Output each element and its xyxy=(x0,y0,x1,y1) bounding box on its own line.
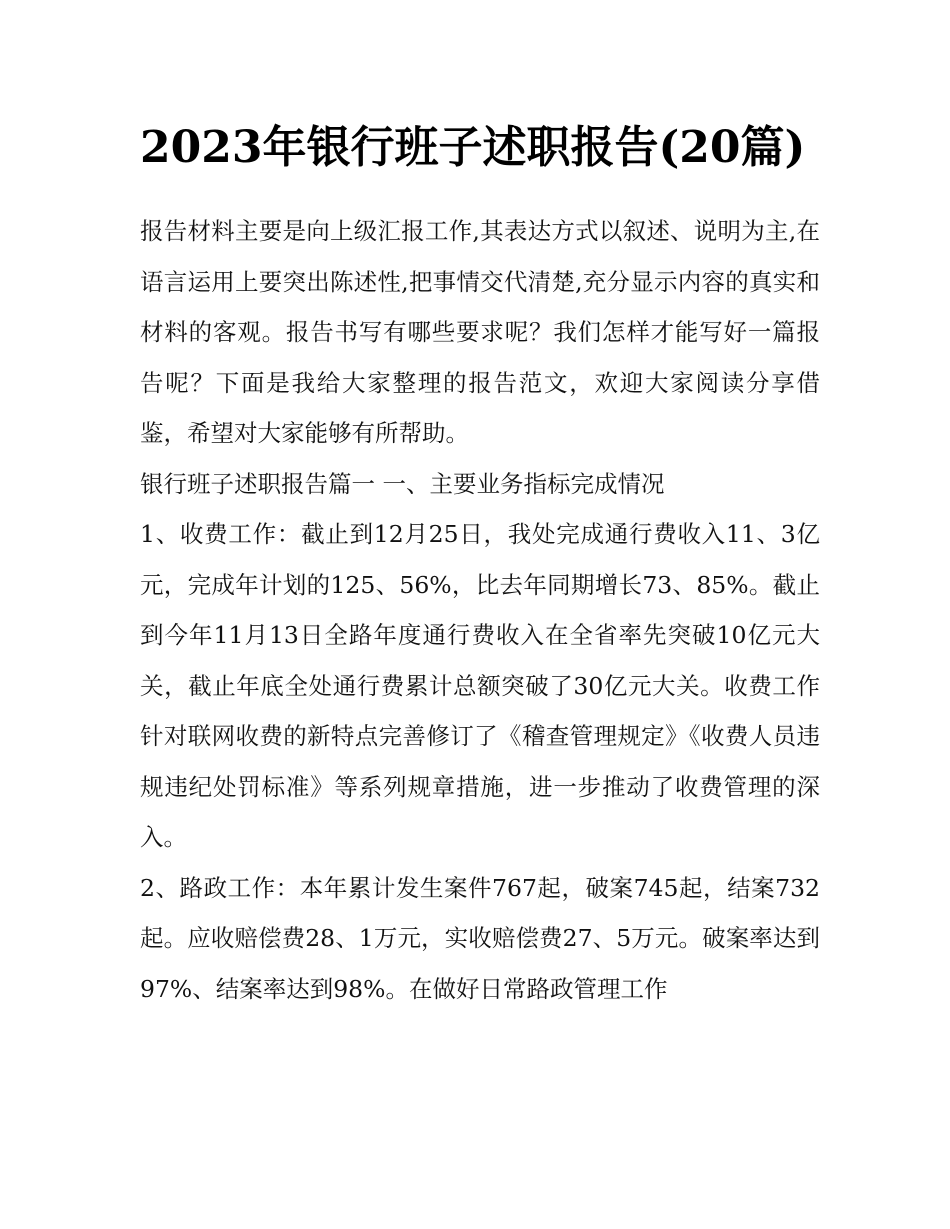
road-admin-paragraph: 2、路政工作：本年累计发生案件767起，破案745起，结案732起。应收赔偿费28、1万元，实收赔偿费27、5万元。破案率达到97%、结案率达到98%。在做好日常路政管理工作 xyxy=(140,873,820,1003)
intro-paragraph: 报告材料主要是向上级汇报工作,其表达方式以叙述、说明为主,在语言运用上要突出陈述性,把事情交代清楚,充分显示内容的真实和材料的客观。报告书写有哪些要求呢？我们怎样才能写好一篇报告呢？下面是我给大家整理的报告范文，欢迎大家阅读分享借鉴，希望对大家能够有所帮助。 xyxy=(140,217,820,447)
section-heading-paragraph: 银行班子述职报告篇一 一、主要业务指标完成情况 xyxy=(140,469,665,498)
document-title: 2023年银行班子述职报告(20篇) xyxy=(140,122,806,173)
document-body xyxy=(140,110,820,1014)
toll-work-paragraph: 1、收费工作：截止到12月25日，我处完成通行费收入11、3亿元，完成年计划的125、56%，比去年同期增长73、85%。截止到今年11月13日全路年度通行费收入在全省率先突破10亿元大关，截止年底全处通行费累计总额突破了30亿元大关。收费工作针对联网收费的新特点完善修订了《稽查管理规定》《收费人员违规违纪处罚标准》等系列规章措施，进一步推动了收费管理的深入。 xyxy=(140,520,820,851)
